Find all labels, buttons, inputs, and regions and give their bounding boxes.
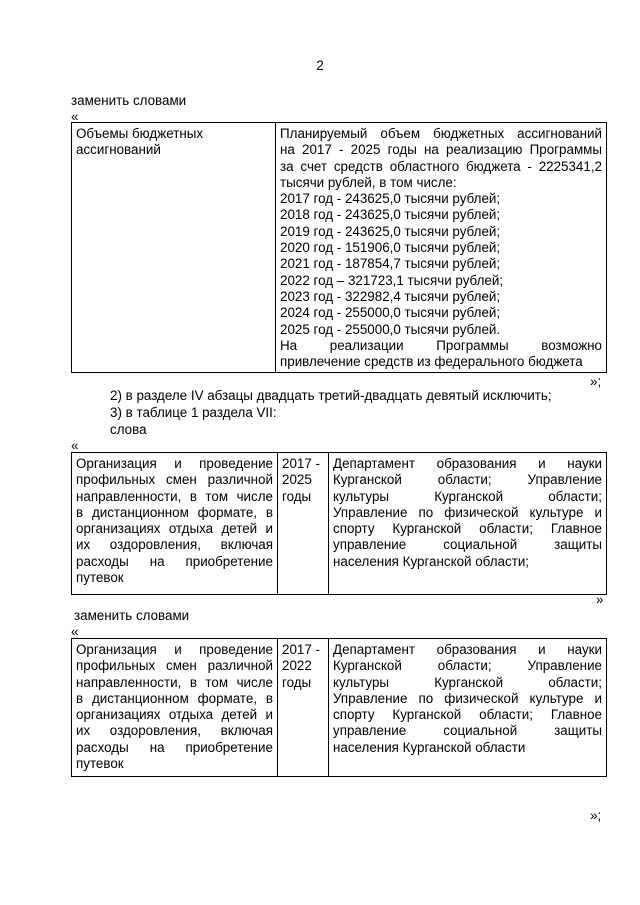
table-row bbox=[72, 123, 607, 373]
cell-line: Управление по физической культуре и bbox=[333, 504, 602, 520]
cell-line: спорту Курганской области; Главное bbox=[333, 707, 602, 723]
cell-line: 2025 bbox=[282, 472, 312, 488]
cell-line: 2017 - bbox=[282, 456, 320, 471]
cell-line: тысячи рублей, в том числе: bbox=[280, 174, 457, 190]
period-cell bbox=[278, 639, 329, 777]
table-row bbox=[72, 453, 607, 595]
cell-line: 2017 - bbox=[282, 642, 320, 657]
cell-line: направленности, в том числе bbox=[76, 674, 273, 690]
page-number: 2 bbox=[316, 58, 324, 73]
cell-line: 2023 год - 322982,4 тысячи рублей; bbox=[280, 288, 501, 304]
cell-line: профильных смен различной bbox=[76, 472, 273, 488]
cell-line: привлечение средств из федерального бюджета bbox=[280, 354, 583, 370]
item-3: 3) в таблице 1 раздела VII: bbox=[110, 405, 277, 420]
cell-line: 2025 год - 255000,0 тысячи рублей. bbox=[280, 321, 501, 337]
cell-line: расходы на приобретение bbox=[76, 739, 273, 755]
cell-line: за счет средств областного бюджета - 2225341,2 bbox=[280, 158, 602, 174]
replace-with-heading: заменить словами bbox=[71, 93, 187, 108]
item-2: 2) в разделе IV абзацы двадцать третий-двадцать девятый исключить; bbox=[110, 388, 552, 403]
cell-line: в дистанционном формате, в bbox=[76, 504, 273, 520]
measures-table-old bbox=[71, 452, 607, 595]
open-quote: « bbox=[71, 624, 79, 639]
cell-line: организациях отдыха детей и bbox=[76, 521, 273, 537]
cell-line: Курганской области; Управление bbox=[333, 472, 602, 488]
cell-line: населения Курганской области bbox=[333, 739, 526, 755]
cell-line: 2022 bbox=[282, 658, 312, 674]
close-quote: »; bbox=[590, 808, 602, 823]
cell-line: в дистанционном формате, в bbox=[76, 690, 273, 706]
budget-value-cell bbox=[276, 123, 607, 373]
cell-line: спорту Курганской области; Главное bbox=[333, 521, 602, 537]
cell-line: годы bbox=[282, 674, 312, 690]
measure-cell bbox=[72, 639, 278, 777]
cell-line: Организация и проведение bbox=[76, 456, 273, 471]
words-label: слова bbox=[110, 422, 147, 437]
executors-cell bbox=[329, 453, 607, 595]
cell-line: ассигнований bbox=[76, 142, 161, 158]
cell-line: путевок bbox=[76, 570, 124, 586]
measures-table-new bbox=[71, 638, 607, 777]
close-quote: » bbox=[596, 592, 604, 607]
cell-line: 2017 год - 243625,0 тысячи рублей; bbox=[280, 191, 501, 207]
cell-line: управление социальной защиты bbox=[333, 723, 602, 739]
executors-cell bbox=[329, 639, 607, 777]
cell-line: расходы на приобретение bbox=[76, 553, 273, 569]
cell-line: организациях отдыха детей и bbox=[76, 707, 273, 723]
budget-table bbox=[71, 122, 607, 373]
cell-line: 2024 год - 255000,0 тысячи рублей; bbox=[280, 305, 501, 321]
replace-with-heading: заменить словами bbox=[74, 608, 190, 623]
cell-line: культуры Курганской области; bbox=[333, 488, 602, 504]
cell-line: Объемы бюджетных bbox=[76, 126, 204, 141]
cell-line: Департамент образования и науки bbox=[333, 456, 602, 471]
measure-cell bbox=[72, 453, 278, 595]
open-quote: « bbox=[71, 438, 79, 453]
cell-line: их оздоровления, включая bbox=[76, 537, 273, 553]
cell-line: годы bbox=[282, 488, 312, 504]
cell-line: управление социальной защиты bbox=[333, 537, 602, 553]
cell-line: Курганской области; Управление bbox=[333, 658, 602, 674]
cell-line: их оздоровления, включая bbox=[76, 723, 273, 739]
cell-line: 2018 год - 243625,0 тысячи рублей; bbox=[280, 207, 501, 223]
cell-line: Департамент образования и науки bbox=[333, 642, 602, 657]
cell-line: направленности, в том числе bbox=[76, 488, 273, 504]
cell-line: Управление по физической культуре и bbox=[333, 690, 602, 706]
cell-line: 2021 год - 187854,7 тысячи рублей; bbox=[280, 256, 501, 272]
cell-line: 2020 год - 151906,0 тысячи рублей; bbox=[280, 240, 501, 256]
cell-line: На реализации Программы возможно bbox=[280, 337, 602, 353]
cell-line: путевок bbox=[76, 756, 124, 772]
cell-line: культуры Курганской области; bbox=[333, 674, 602, 690]
close-quote: »; bbox=[590, 374, 602, 389]
cell-line: профильных смен различной bbox=[76, 658, 273, 674]
table-row bbox=[72, 639, 607, 777]
cell-line: населения Курганской области; bbox=[333, 553, 530, 569]
cell-line: Планируемый объем бюджетных ассигнований bbox=[280, 126, 602, 141]
cell-line: 2022 год – 321723,1 тысячи рублей; bbox=[280, 272, 504, 288]
cell-line: на 2017 - 2025 годы на реализацию Программы bbox=[280, 142, 602, 158]
budget-label-cell bbox=[72, 123, 276, 373]
cell-line: Организация и проведение bbox=[76, 642, 273, 657]
period-cell bbox=[278, 453, 329, 595]
cell-line: 2019 год - 243625,0 тысячи рублей; bbox=[280, 223, 501, 239]
open-quote: « bbox=[71, 109, 79, 124]
